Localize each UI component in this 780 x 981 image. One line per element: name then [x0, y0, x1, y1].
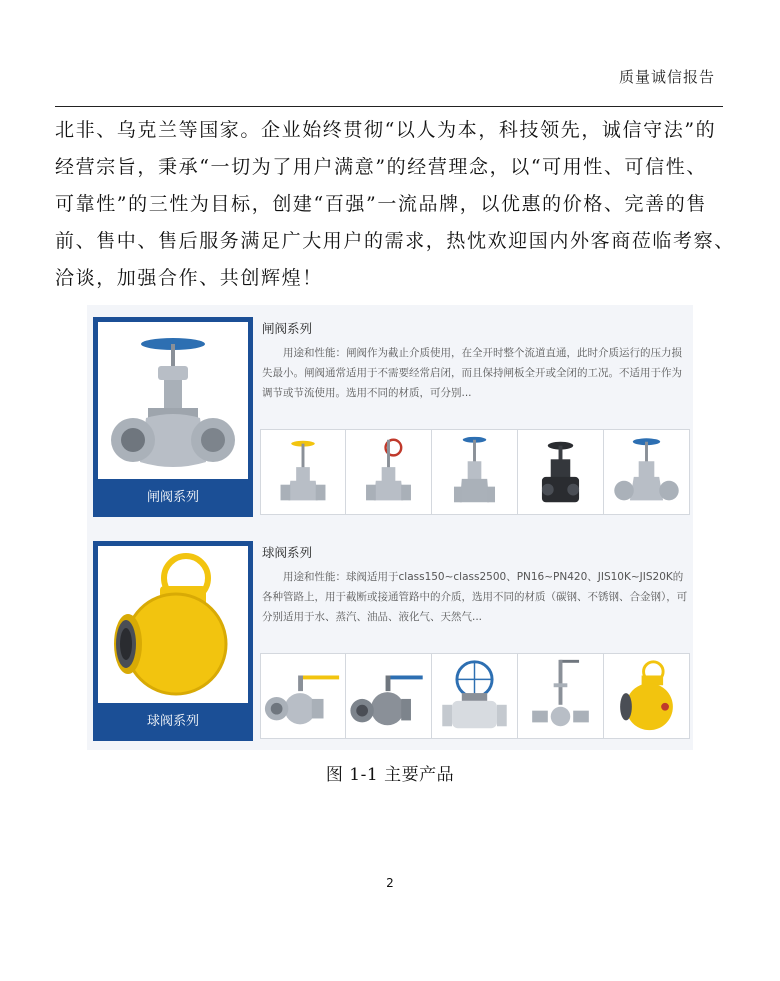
ball-valve-card-label: 球阀系列: [146, 714, 199, 729]
gate-valve-card-label: 闸阀系列: [146, 490, 199, 505]
ball-valve-thumbnails: [260, 653, 692, 739]
ball-valve-series: [87, 537, 693, 747]
gate-valve-thumbnail[interactable]: [604, 429, 690, 515]
body-line: 经营宗旨，秉承“一切为了用户满意”的经营理念，以“可用性、可信性、: [55, 156, 707, 178]
gate-valve-title[interactable]: 闸阀系列: [262, 321, 313, 336]
ball-valve-title[interactable]: 球阀系列: [262, 545, 313, 560]
gate-valve-thumbnail[interactable]: [346, 429, 432, 515]
ball-valve-thumbnail[interactable]: [346, 653, 432, 739]
header-rule: [55, 106, 723, 107]
figure-caption: 图 1-1 主要产品: [325, 765, 455, 785]
gate-valve-image: [98, 322, 248, 479]
header-title: 质量诚信报告: [618, 68, 715, 86]
body-line: 前、售中、售后服务满足广大用户的需求，热忱欢迎国内外客商莅临考察、: [55, 230, 735, 252]
product-figure: [87, 305, 693, 750]
body-line: 洽谈，加强合作、共创辉煌！: [55, 267, 323, 289]
body-line: 可靠性”的三性为目标，创建“百强”一流品牌，以优惠的价格、完善的售: [55, 193, 707, 215]
gate-valve-thumbnail[interactable]: [260, 429, 346, 515]
ball-valve-thumbnail[interactable]: [260, 653, 346, 739]
gate-valve-description: 用途和性能：闸阀作为截止介质使用，在全开时整个流道直通，此时介质运行的压力损失最小。闸阀通常适用于不需要经常启闭，而且保持闸板全开或全闭的工况。不适用于作为调节或节流使用。选用不同的材质，可分别...: [262, 347, 682, 399]
ball-valve-description: 用途和性能：球阀适用于class150~class2500、PN16~PN420、JIS10K~JIS20K的各种管路上，用于截断或接通管路中的介质，选用不同的材质（碳钢、不锈钢、合金钢），可分别适用于水、蒸汽、油品、液化气、天然气...: [262, 571, 688, 623]
body-line: 北非、乌克兰等国家。企业始终贯彻“以人为本，科技领先，诚信守法”的: [55, 119, 717, 141]
ball-valve-thumbnail[interactable]: [432, 653, 518, 739]
gate-valve-series: [87, 313, 693, 523]
gate-valve-thumbnails: [260, 429, 692, 515]
ball-valve-thumbnail[interactable]: [604, 653, 690, 739]
page-number: 2: [386, 876, 394, 890]
ball-valve-thumbnail[interactable]: [518, 653, 604, 739]
ball-valve-image: [98, 546, 248, 703]
gate-valve-thumbnail[interactable]: [432, 429, 518, 515]
gate-valve-card[interactable]: [93, 317, 253, 517]
body-paragraph: [55, 112, 735, 297]
gate-valve-thumbnail[interactable]: [518, 429, 604, 515]
ball-valve-card[interactable]: [93, 541, 253, 741]
